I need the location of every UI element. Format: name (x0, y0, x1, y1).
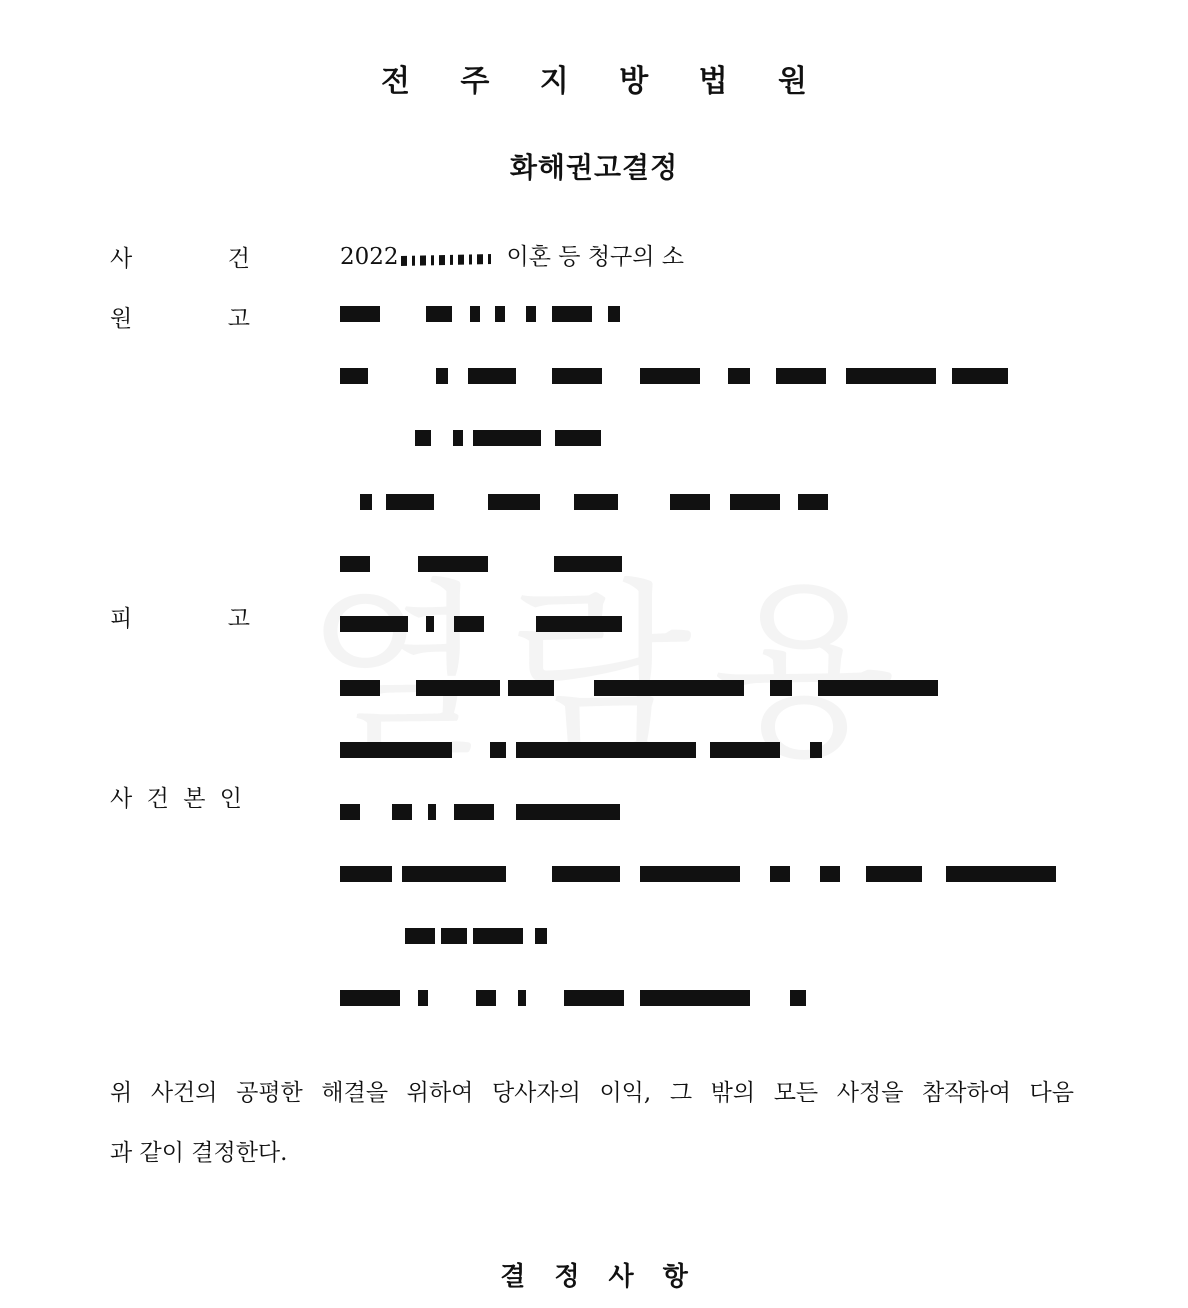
defendant-label-char-1: 피 (110, 606, 133, 632)
case-name: 이혼 등 청구의 소 (506, 244, 685, 270)
redacted-principal-contact (340, 990, 810, 1006)
principal-label-char-1: 사 (110, 786, 133, 812)
defendant-label-char-2: 고 (227, 606, 250, 632)
redacted-plaintiff-contact (340, 556, 630, 572)
document-title: 화해권고결정 (509, 151, 679, 184)
defendant-label (110, 600, 250, 633)
body-text-line-2: 과 같이 결정한다. (110, 1140, 288, 1166)
redacted-plaintiff-representative (360, 494, 830, 510)
plaintiff-label-char-1: 원 (110, 306, 133, 332)
court-name: 전 주 지 방 법 원 (380, 64, 828, 99)
case-number-prefix: 2022 (340, 244, 399, 270)
redacted-principal-name (340, 804, 630, 820)
redacted-plaintiff-address-2 (415, 430, 605, 446)
decision-heading: 결 정 사 항 (500, 1262, 698, 1292)
redacted-principal-address-2 (405, 928, 555, 944)
plaintiff-label-char-2: 고 (227, 306, 250, 332)
case-label (110, 240, 250, 273)
redacted-defendant-address-1 (340, 680, 950, 696)
principal-label-char-3: 본 (183, 786, 206, 812)
redacted-defendant-name (340, 616, 630, 632)
redacted-principal-address-1 (340, 866, 1060, 882)
body-text-line-1: 위 사건의 공평한 해결을 위하여 당사자의 이익, 그 밖의 모든 사정을 참작하여 다음 (110, 1080, 1074, 1106)
plaintiff-label (110, 300, 250, 333)
redacted-case-number (401, 248, 493, 268)
redacted-plaintiff-name (340, 306, 630, 322)
case-number (340, 238, 684, 271)
principal-label-char-2: 건 (146, 786, 169, 812)
principal-label-char-4: 인 (219, 786, 242, 812)
principal-label (110, 780, 242, 813)
redacted-plaintiff-address-1 (340, 368, 1010, 384)
redacted-defendant-address-2 (340, 742, 830, 758)
case-label-char-1: 사 (110, 246, 133, 272)
case-label-char-2: 건 (227, 246, 250, 272)
